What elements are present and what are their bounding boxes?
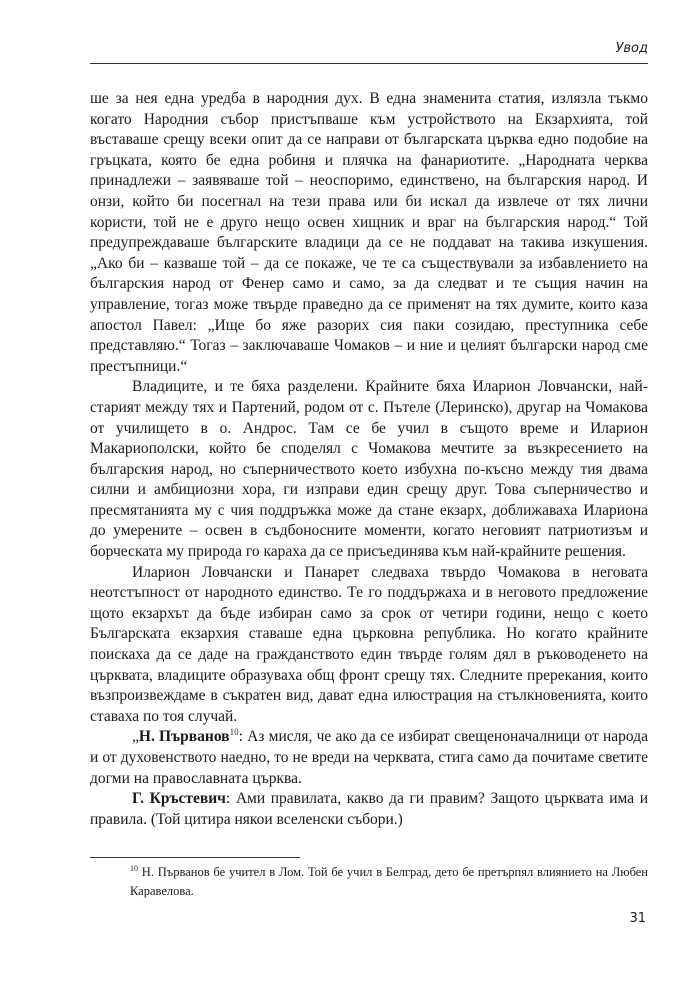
quote-parvanov xyxy=(90,727,648,789)
quote-krastevich xyxy=(90,789,648,830)
paragraph-2: Владиците, и те бяха разделени. Крайните бяха Иларион Ловчански, най-старият между тях и Партений, родом от с. Пътеле (Леринско), другар на Чомакова от училището в о. Андрос. Там се бе учил в същото време и Иларион Макариополски, който бе споделял с Чомакова мечтите за възкресението на българския народ, но съперничеството което избухна по-късно между тия двама силни и амбициозни хора, ги изправи един срещу друг. Това съперничество и пресмятанията му с чия поддръжка може да стане екзарх, доближаваха Илариона до умерените – освен в съдбоносните моменти, когато неговият патриотизъм и борческата му природа го караха да се присъединява към най-крайните решения. xyxy=(90,378,648,561)
footnote xyxy=(90,863,648,901)
quote-parvanov-text: : Аз мисля, че ако да се избират свещеноначалници от народа и от духовенството наедно, то не вреди на черквата, стига само да почитаме светите догми на православната църква. xyxy=(90,728,648,787)
page-number: 31 xyxy=(629,911,646,926)
footnote-reference[interactable]: 10 xyxy=(229,727,239,738)
main-text xyxy=(90,89,648,830)
speaker-parvanov: Н. Първанов xyxy=(138,728,230,746)
footnote-text: Н. Първанов бе учител в Лом. Той бе учил в Белград, дето бе претърпял влиянието на Любен Каравелова. xyxy=(130,865,648,898)
header-rule xyxy=(90,63,648,64)
speaker-krastevich: Г. Кръстевич xyxy=(132,790,226,808)
quote-open-mark: „ xyxy=(132,728,139,746)
paragraph-3: Иларион Ловчански и Панарет следваха твърдо Чомакова в неговата неотстъпност от народното единство. Те го поддържаха и в неговото предложение щото екзархът да бъде избиран само за срок от четири години, нещо с което Българската екзархия ставаше една църковна република. Но когато крайните поискаха да се даде на гражданството един твърде голям дял в ръководенето на църквата, владиците образуваха общ фронт срещу тях. Следните пререкания, които възпроизвеждаме в съкратен вид, дават една илюстрация на стълкновенията, които ставаха по тоя случай. xyxy=(90,563,648,725)
running-header: Увод xyxy=(615,41,648,56)
footnote-mark: 10 xyxy=(130,863,138,873)
quote-krastevich-text: : Ами правилата, какво да ги правим? Защото църквата има и правила. (Той цитира някои вселенски събори.) xyxy=(90,790,648,828)
footnote-rule xyxy=(90,857,300,858)
paragraph-1: ше за нея една уредба в народния дух. В една знаменита статия, излязла тъкмо когато Народния събор пристъпваше към устройството на Екзархията, той въставаше срещу всеки опит да се направи от българската църква едно подобие на гръцката, която бе една робиня и плячка на фанариотите. „Народната черква принадлежи – заявяваше той – неоспоримо, единствено, на българския народ. И онзи, който би посегнал на тези права или би искал да извлече от тях лични користи, той не е друго нещо освен хищник и враг на българския народ.“ Той предупреждаваше българските владици да се не поддават на такива изкушения. „Ако би – казваше той – да се покаже, че те са съществували за избавлението на българския народ от Фенер само и само, за да следват и те същия начин на управление, тогаз може твърде праведно да се применят на тях думите, които каза апостол Павел: „Ище бо яже разорих сия паки созидаю, преступника себе представляю.“ Тогаз – заключаваше Чомаков – и ние и целият български народ сме престъпници.“ xyxy=(90,90,648,375)
